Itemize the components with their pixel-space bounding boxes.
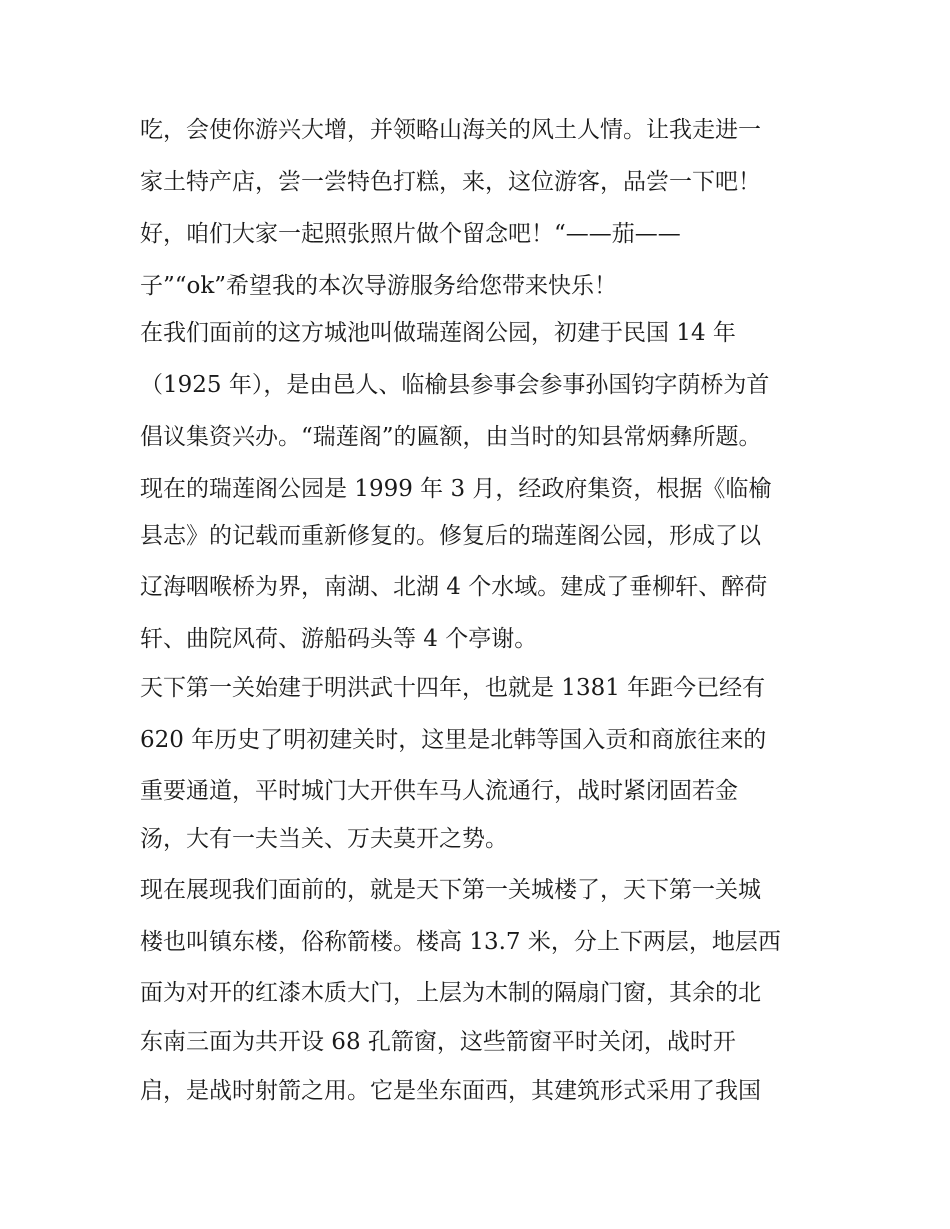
text-line: 在我们面前的这方城池叫做瑞莲阁公园，初建于民国 14 年 — [140, 320, 736, 346]
text-line: 家土特产店，尝一尝特色打糕，来，这位游客，品尝一下吧！ — [140, 169, 761, 195]
text-line: 好，咱们大家一起照张照片做个留念吧！“——茄—— — [140, 221, 681, 247]
text-line: 楼也叫镇东楼，俗称箭楼。楼高 13.7 米，分上下两层，地层西 — [140, 929, 781, 955]
text-line: 东南三面为共开设 68 孔箭窗，这些箭窗平时关闭，战时开 — [140, 1029, 736, 1055]
text-line: 启，是战时射箭之用。它是坐东面西，其建筑形式采用了我国 — [140, 1078, 761, 1104]
text-line: 汤，大有一夫当关、万夫莫开之势。 — [140, 826, 508, 852]
text-line: 天下第一关始建于明洪武十四年，也就是 1381 年距今已经有 — [140, 675, 766, 701]
text-line: 620 年历史了明初建关时，这里是北韩等国入贡和商旅往来的 — [140, 727, 767, 753]
text-line: 现在的瑞莲阁公园是 1999 年 3 月，经政府集资，根据《临榆 — [140, 476, 772, 502]
text-line: （1925 年），是由邑人、临榆县参事会参事孙国钧字荫桥为首 — [140, 372, 770, 398]
text-line: 现在展现我们面前的，就是天下第一关城楼了，天下第一关城 — [140, 877, 761, 903]
text-line: 县志》的记载而重新修复的。修复后的瑞莲阁公园，形成了以 — [140, 523, 761, 549]
text-line: 子”“ok”希望我的本次导游服务给您带来快乐！ — [140, 273, 618, 299]
text-line: 面为对开的红漆木质大门，上层为木制的隔扇门窗，其余的北 — [140, 980, 761, 1006]
text-line: 吃，会使你游兴大增，并领略山海关的风土人情。让我走进一 — [140, 117, 761, 143]
text-line: 轩、曲院风荷、游船码头等 4 个亭谢。 — [140, 626, 538, 652]
text-line: 辽海咽喉桥为界，南湖、北湖 4 个水域。建成了垂柳轩、醉荷 — [140, 574, 768, 600]
text-line: 重要通道，平时城门大开供车马人流通行，战时紧闭固若金 — [140, 778, 738, 804]
text-line: 倡议集资兴办。“瑞莲阁”的匾额，由当时的知县常炳彝所题。 — [140, 424, 762, 450]
